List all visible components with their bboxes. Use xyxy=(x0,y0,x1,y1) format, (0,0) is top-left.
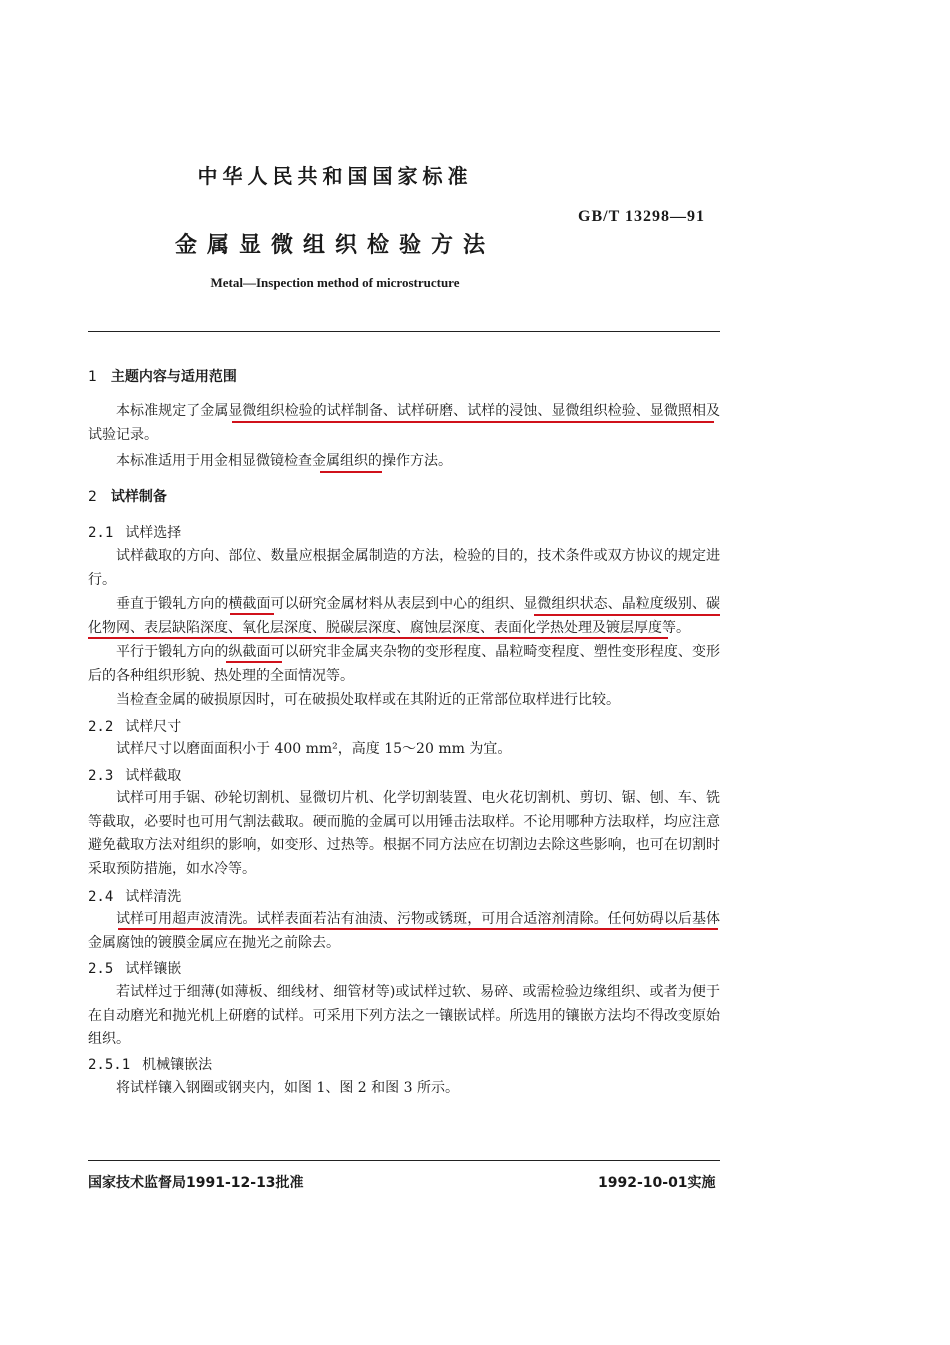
section-1-heading xyxy=(88,366,237,386)
subsection-title: 试样选择 xyxy=(125,525,182,541)
subsection-2-5-heading xyxy=(88,958,181,978)
subsection-number: 2.3 xyxy=(88,768,114,784)
paragraph: 平行于锻轧方向的纵截面可以研究非金属夹杂物的变形程度、晶粒畸变程度、塑性变形程度、变形后的各种组织形貌、热处理的全面情况等。 xyxy=(88,644,720,684)
subsection-number: 2.2 xyxy=(88,719,114,735)
underline-annotation xyxy=(118,928,718,930)
subsection-number: 2.4 xyxy=(88,889,114,905)
underline-annotation xyxy=(320,471,382,473)
subsection-number: 2.1 xyxy=(88,525,114,541)
header-divider xyxy=(88,331,720,332)
underline-annotation xyxy=(232,421,714,423)
section-number: 1 xyxy=(88,369,97,385)
subsection-2-3-heading xyxy=(88,765,181,785)
subsection-title: 试样尺寸 xyxy=(125,719,182,735)
subsection-number: 2.5.1 xyxy=(88,1057,131,1073)
subsection-title: 试样截取 xyxy=(125,768,182,784)
paragraph: 试样尺寸以磨面面积小于 400 mm²，高度 15～20 mm 为宜。 xyxy=(116,741,512,757)
subsection-2-4-heading xyxy=(88,886,181,906)
approval-note: 国家技术监督局1991-12-13批准 xyxy=(88,1175,304,1191)
subsection-title: 试样清洗 xyxy=(125,889,182,905)
paragraph: 试样截取的方向、部位、数量应根据金属制造的方法，检验的目的，技术条件或双方协议的规定进行。 xyxy=(88,548,720,588)
section-number: 2 xyxy=(88,489,97,505)
subsection-title: 试样镶嵌 xyxy=(125,961,182,977)
paragraph: 试样可用超声波清洗。试样表面若沾有油渍、污物或锈斑，可用合适溶剂清除。任何妨碍以后基体金属腐蚀的镀膜金属应在抛光之前除去。 xyxy=(88,911,720,951)
paragraph: 当检查金属的破损原因时，可在破损处取样或在其附近的正常部位取样进行比较。 xyxy=(116,692,620,708)
document-title: 金属显微组织检验方法 xyxy=(174,233,495,258)
underline-annotation xyxy=(230,613,274,615)
paragraph: 若试样过于细薄(如薄板、细线材、细管材等)或试样过软、易碎、或需检验边缘组织、或者为便于在自动磨光和抛光机上研磨的试样。可采用下列方法之一镶嵌试样。所选用的镶嵌方法均不得改变原始组织。 xyxy=(88,984,720,1047)
section-title: 试样制备 xyxy=(110,489,167,505)
subsection-2-1-heading xyxy=(88,522,181,542)
section-2-heading xyxy=(88,486,167,506)
section-title: 主题内容与适用范围 xyxy=(110,369,237,385)
paragraph: 垂直于锻轧方向的横截面可以研究金属材料从表层到中心的组织、显微组织状态、晶粒度级别、碳化物网、表层缺陷深度、氧化层深度、脱碳层深度、腐蚀层深度、表面化学热处理及镀层厚度等。 xyxy=(88,596,720,636)
footer-divider xyxy=(88,1160,720,1161)
standard-code: GB/T 13298—91 xyxy=(578,208,705,225)
effective-date: 1992-10-01实施 xyxy=(598,1175,716,1191)
subsection-2-2-heading xyxy=(88,716,181,736)
paragraph: 本标准规定了金属显微组织检验的试样制备、试样研磨、试样的浸蚀、显微组织检验、显微照相及试验记录。 xyxy=(88,403,720,443)
national-standard-heading: 中华人民共和国国家标准 xyxy=(197,164,473,188)
subsection-2-5-1-heading xyxy=(88,1054,212,1074)
subsection-number: 2.5 xyxy=(88,961,114,977)
paragraph: 本标准适用于用金相显微镜检查金属组织的操作方法。 xyxy=(116,453,452,469)
underline-annotation xyxy=(226,661,282,663)
paragraph: 将试样镶入钢圈或钢夹内，如图 1、图 2 和图 3 所示。 xyxy=(116,1080,459,1096)
document-subtitle-english: Metal—Inspection method of microstructure xyxy=(210,275,460,290)
underline-annotation xyxy=(88,637,668,639)
paragraph: 试样可用手锯、砂轮切割机、显微切片机、化学切割装置、电火花切割机、剪切、锯、刨、车、铣等截取，必要时也可用气割法截取。硬而脆的金属可以用锤击法取样。不论用哪种方法取样，均应注意避免截取方法对组织的影响，如变形、过热等。根据不同方法应在切割边去除这些影响，也可在切割时采取预防措施，如水冷等。 xyxy=(88,790,720,877)
subsection-title: 机械镶嵌法 xyxy=(142,1057,213,1073)
underline-annotation xyxy=(534,614,720,616)
